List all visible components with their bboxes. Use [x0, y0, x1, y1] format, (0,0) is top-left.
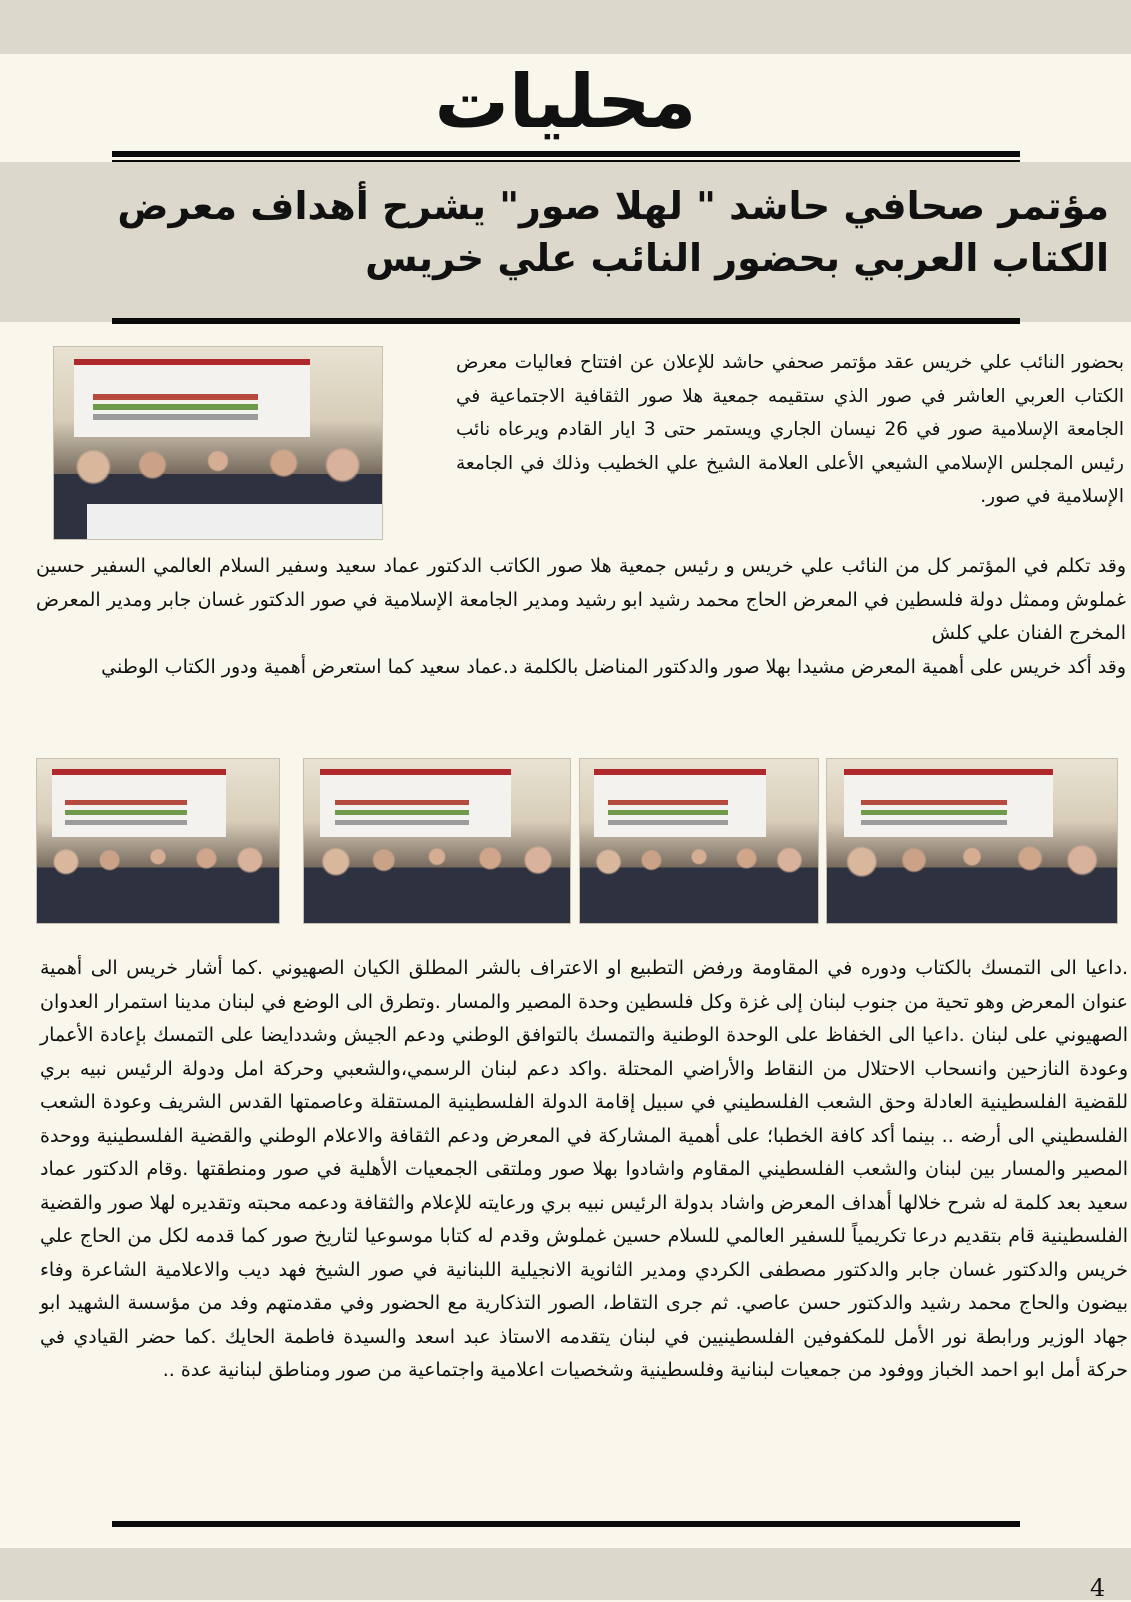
importance-text: وقد أكد خريس على أهمية المعرض مشيدا بهلا صور والدكتور المناضل بالكلمة د.عماد سعيد كما استعرض أهمية ودور الكتاب الوطني — [101, 655, 1126, 678]
intro-paragraph: بحضور النائب علي خريس عقد مؤتمر صحفي حاشد للإعلان عن افتتاح فعاليات معرض الكتاب العربي العاشر في صور الذي ستقيمه جمعية هلا صور الثقافية الاجتماعية في الجامعة الإسلامية صور في 26 نيسان الجاري ويستمر حتى 3 ايار القادم ويرعاه نائب رئيس المجلس الإسلامي الشيعي الأعلى العلامة الشيخ علي الخطيب وذلك في الجامعة الإسلامية في صور. — [456, 352, 1125, 507]
award-ceremony-photo-1 — [36, 758, 280, 924]
event-banner — [844, 769, 1053, 837]
title-rule-thick — [112, 151, 1020, 157]
honorees-group — [304, 838, 570, 923]
award-ceremony-photo-2 — [303, 758, 571, 924]
speakers-text: وقد تكلم في المؤتمر كل من النائب علي خريس و رئيس جمعية هلا صور الكاتب الدكتور عماد سعيد وسفير السلام العالمي السفير حسين غملوش وممثل دولة فلسطين في المعرض الحاج محمد رشيد ابو رشيد ومدير الجامعة الإسلامية في صور الدكتور غسان جابر ومدير المعرض المخرج الفنان علي كلش — [36, 555, 1126, 644]
event-banner — [74, 359, 310, 438]
speaker-podium-photo — [579, 758, 819, 924]
article-headline: مؤتمر صحافي حاشد " لهلا صور" يشرح أهداف معرض الكتاب العربي بحضور النائب علي خريس — [117, 184, 1109, 280]
audience-group — [580, 838, 818, 923]
group-photo — [826, 758, 1118, 924]
bottom-rule — [112, 1521, 1020, 1527]
press-conference-photo — [53, 346, 383, 540]
speakers-paragraph — [36, 550, 1126, 684]
top-band — [0, 0, 1131, 54]
event-banner — [320, 769, 512, 837]
participants-group — [827, 838, 1117, 923]
honorees-group — [37, 838, 279, 923]
bottom-band — [0, 1548, 1131, 1600]
section-title: محليات — [434, 59, 697, 145]
conference-table — [87, 504, 382, 539]
details-paragraph: .داعيا الى التمسك بالكتاب ودوره في المقاومة ورفض التطبيع او الاعتراف بالشر المطلق الكيان الصهيوني .كما أشار خريس الى أهمية عنوان المعرض وهو تحية من جنوب لبنان إلى غزة وكل فلسطين وحدة المصير والمسار .وتطرق الى الوضع في لبنان مدينا استمرار العدوان الصهيوني على لبنان .داعيا الى الخفاظ على الوحدة الوطنية والتمسك بالتوافق الوطني ودعم الجيش وشددايضا على التمسك بإعادة الأعمار وعودة النازحين وانسحاب الاحتلال من النقاط والأراضي المحتلة .واكد دعم لبنان الرسمي،والشعبي وحركة امل ودولة الرئيس نبيه بري للقضية الفلسطينية العادلة وحق الشعب الفلسطيني في سبيل إقامة الدولة الفلسطينية المستقلة وعاصمتها القدس الشريف وعودة الشعب الفلسطيني الى أرضه .. بينما أكد كافة الخطبا؛ على أهمية المشاركة في المعرض ودعم الثقافة والاعلام الوطني والقضية الفلسطينية ووحدة المصير والمسار بين لبنان والشعب الفلسطيني المقاوم واشادوا بهلا صور وملتقى الجمعيات الأهلية في صور ومنطقتها .وقام الدكتور عماد سعيد بعد كلمة له شرح خلالها أهداف المعرض واشاد بدولة الرئيس نبيه بري ورعايته للإعلام والثقافة ودعمه محبته وتقديره لهلا صور والقضية الفلسطينية قام بتقديم درعا تكريمياً للسفير العالمي للسلام حسين غملوش وقدم له كتابا موسوعيا لتاريخ صور كما قدمه لكل من الحاج علي خريس والدكتور غسان جابر والدكتور مصطفى الكردي ومدير الثانوية الانجيلية اللبنانية في صور الشيخ فهد ديب والاعلامية الشاعرة وفاء بيضون والحاج محمد رشيد والدكتور حسن عاصي. ثم جرى التقاط، الصور التذكارية مع الحضور وفي مقدمتهم وفد من مؤسسة الشهيد ابو جهاد الوزير ورابطة نور الأمل للمكفوفين الفلسطينيين في لبنان يتقدمه الاستاذ عبد اسعد والسيدة فاطمة الحايك .كما حضر القيادي في حركة أمل ابو احمد الخباز ووفود من جمعيات لبنانية وفلسطينية وشخصيات اعلامية واجتماعية من صور ومناطق لبنانية عدة .. — [40, 957, 1128, 1381]
headline-rule — [112, 318, 1020, 324]
page-number: 4 — [1090, 1574, 1106, 1602]
event-banner — [594, 769, 765, 837]
event-banner — [52, 769, 226, 837]
